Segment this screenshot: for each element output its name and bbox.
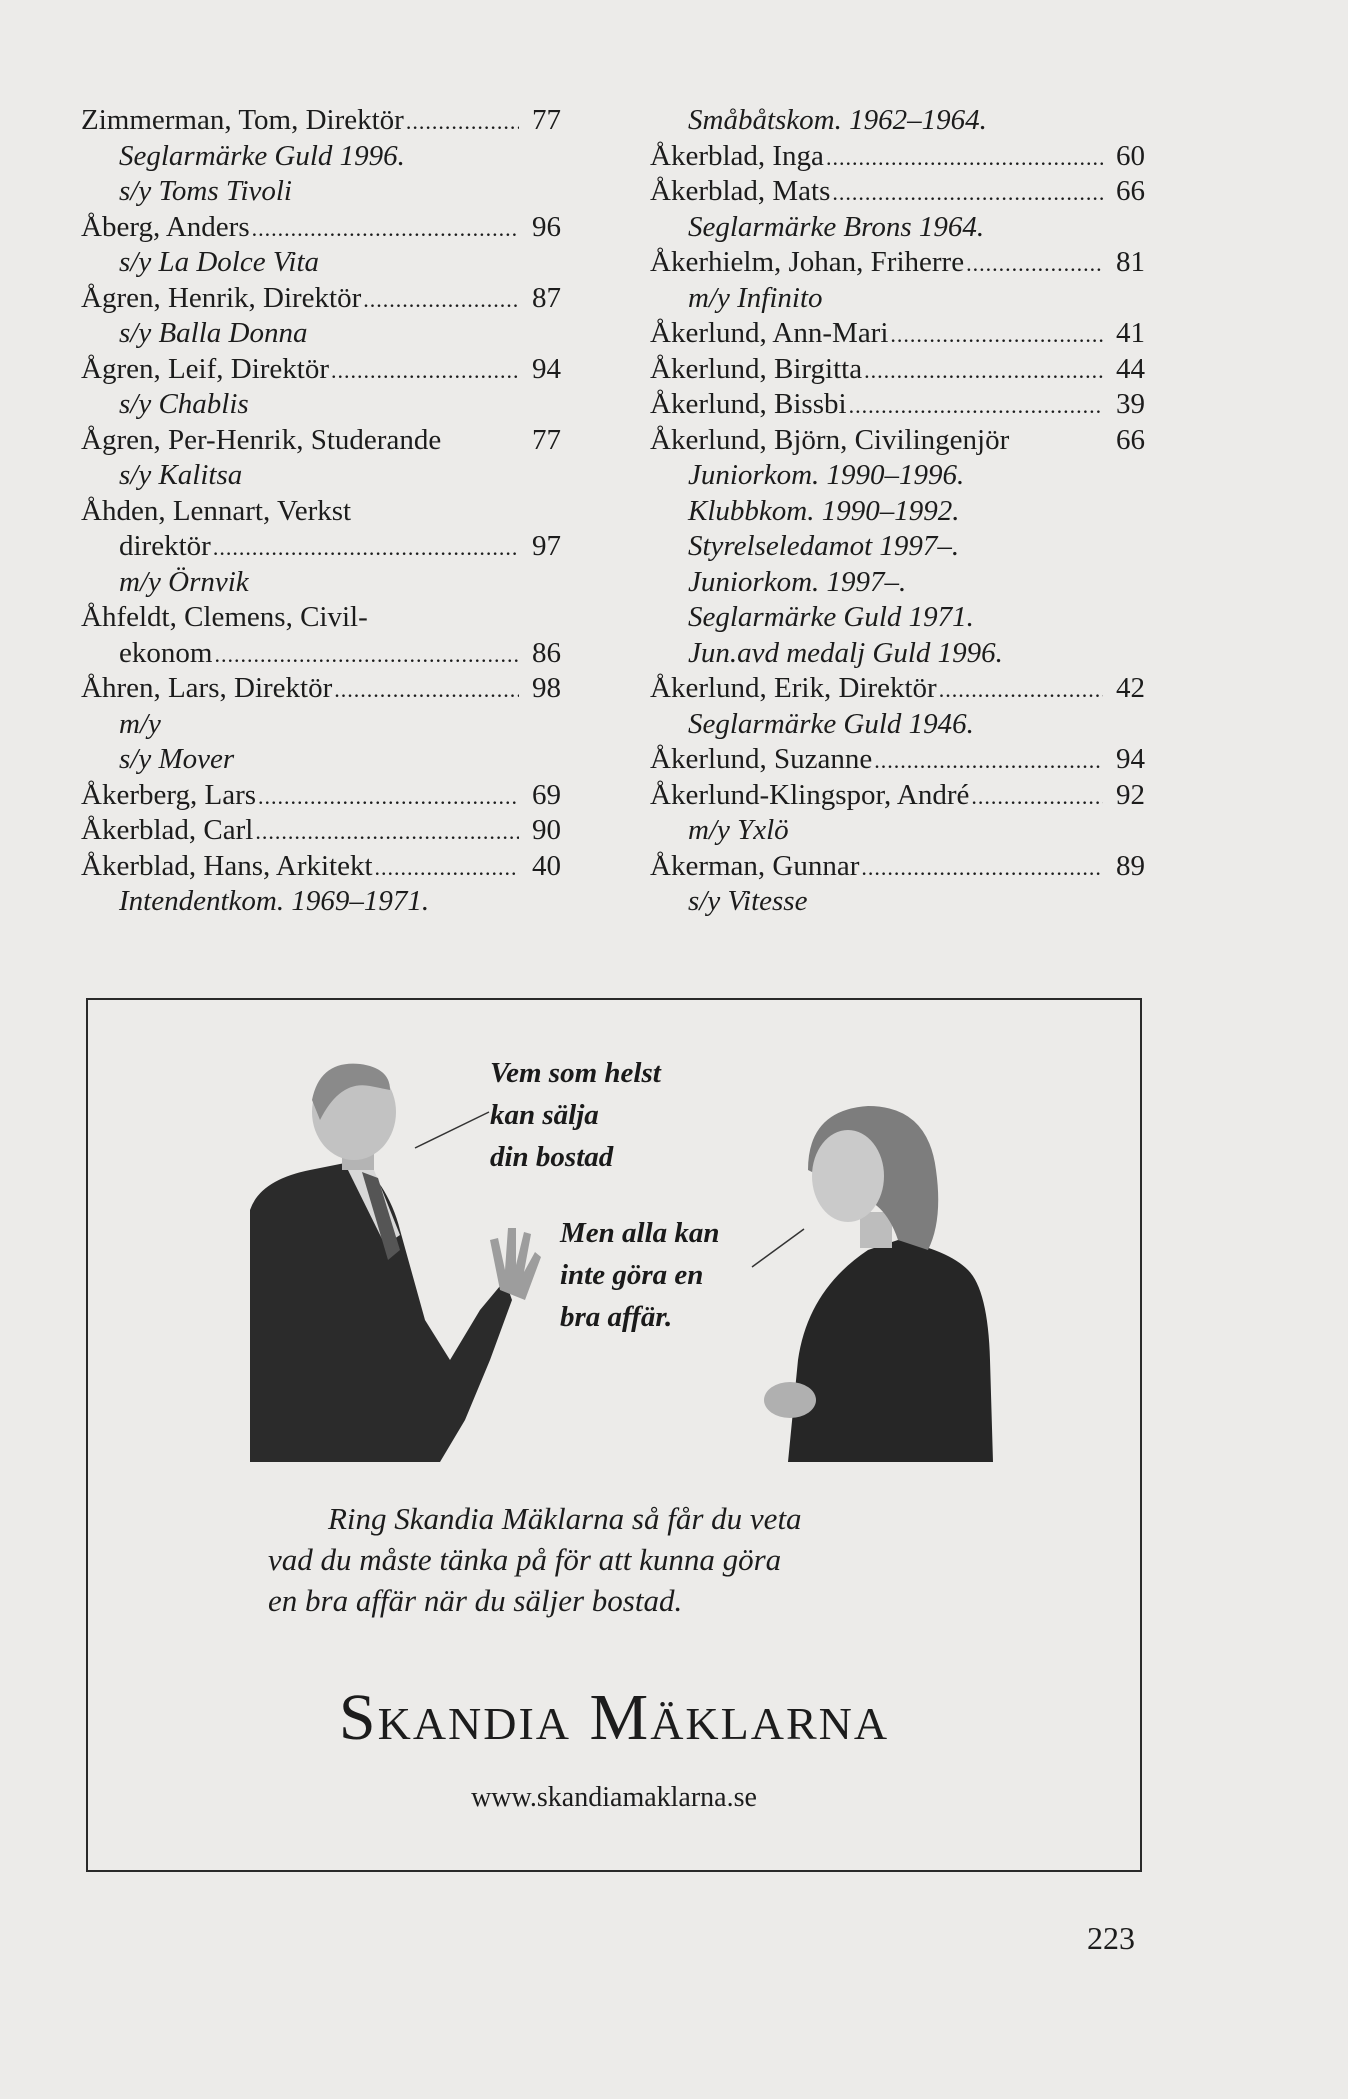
entry-page: 92 xyxy=(1116,778,1145,811)
leader-dots xyxy=(849,388,1103,424)
entry-detail: Intendentkom. 1969–1971. xyxy=(119,885,430,917)
entry-name: Åkerlund, Björn, Civilingenjör xyxy=(650,423,1010,456)
entry-page: 97 xyxy=(532,530,561,562)
leader-dots xyxy=(861,850,1103,886)
entry-page: 94 xyxy=(1116,743,1145,775)
entry-detail: Seglarmärke Guld 1946. xyxy=(688,707,974,740)
entry-name: Ågren, Henrik, Direktör xyxy=(81,281,362,314)
index-entry xyxy=(81,423,561,459)
entry-page: 86 xyxy=(532,636,561,669)
entry-detail: Seglarmärke Brons 1964. xyxy=(688,210,985,243)
index-entry xyxy=(650,778,1145,814)
entry-detail: s/y Kalitsa xyxy=(119,459,243,491)
entry-name: Åhren, Lars, Direktör xyxy=(81,672,333,704)
ad-copy-line: vad du måste tänka på för att kunna göra xyxy=(268,1542,782,1577)
index-entry xyxy=(650,139,1145,175)
entry-name: Åkerman, Gunnar xyxy=(650,849,860,882)
index-entry xyxy=(81,210,561,246)
index-entry xyxy=(81,281,561,317)
leader-dots xyxy=(375,850,519,886)
ad-copy-line: Ring Skandia Mäklarna så får du veta xyxy=(328,1501,802,1536)
ad-url[interactable]: www.skandiamaklarna.se xyxy=(471,1782,757,1813)
index-entry xyxy=(81,103,561,139)
index-entry xyxy=(81,494,561,530)
entry-detail: s/y Chablis xyxy=(119,388,249,420)
entry-detail: Juniorkom. 1990–1996. xyxy=(688,459,965,491)
entry-name: Åkerberg, Lars xyxy=(81,778,257,811)
entry-name: Åkerlund, Erik, Direktör xyxy=(650,672,937,704)
entry-page: 77 xyxy=(532,423,561,456)
entry-detail: m/y Örnvik xyxy=(119,565,249,598)
entry-name: Åkerblad, Hans, Arkitekt xyxy=(81,849,373,882)
entry-name: ekonom xyxy=(119,636,213,669)
index-entry xyxy=(81,671,561,707)
entry-name: Åkerlund, Suzanne xyxy=(650,743,873,775)
entry-page: 66 xyxy=(1116,423,1145,456)
entry-detail: Småbåtskom. 1962–1964. xyxy=(688,104,987,136)
entry-detail: m/y xyxy=(119,707,161,740)
entry-detail: s/y Vitesse xyxy=(688,885,808,917)
leader-dots xyxy=(252,211,519,247)
entry-name: Åkerblad, Inga xyxy=(650,139,824,172)
leader-dots xyxy=(864,353,1103,389)
entry-page: 98 xyxy=(532,672,561,704)
entry-name: Ågren, Leif, Direktör xyxy=(81,352,330,385)
entry-page: 66 xyxy=(1116,175,1145,207)
woman-photo xyxy=(748,1100,1068,1462)
index-entry xyxy=(81,352,561,388)
entry-detail: s/y Toms Tivoli xyxy=(119,175,292,207)
entry-name: Åkerblad, Carl xyxy=(81,814,254,846)
entry-page: 90 xyxy=(532,814,561,846)
leader-dots xyxy=(255,814,519,850)
advertisement xyxy=(86,998,1142,1872)
entry-page: 89 xyxy=(1116,849,1145,882)
entry-name: Åkerlund-Klingspor, André xyxy=(650,778,970,811)
leader-dots xyxy=(890,317,1103,353)
leader-dots xyxy=(214,637,519,673)
entry-page: 87 xyxy=(532,281,561,314)
leader-dots xyxy=(258,779,519,815)
brand-logo-text: Skandia Mäklarna xyxy=(338,1681,890,1754)
entry-name: Åhden, Lennart, Verkst xyxy=(81,494,352,527)
entry-name: Ågren, Per-Henrik, Studerande xyxy=(81,423,442,456)
entry-name: Åberg, Anders xyxy=(81,210,250,243)
index-entry xyxy=(81,600,561,636)
entry-name: Åhfeldt, Clemens, Civil- xyxy=(81,601,368,633)
speech-text-man: Vem som helst kan sälja din bostad xyxy=(490,1057,661,1173)
index-entry xyxy=(81,778,561,814)
index-entry xyxy=(650,849,1145,885)
index-entry xyxy=(650,174,1145,210)
index-entry xyxy=(81,849,561,885)
entry-name: Åkerhielm, Johan, Friherre xyxy=(650,246,965,278)
entry-detail: Seglarmärke Guld 1996. xyxy=(119,139,405,172)
index-entry xyxy=(81,636,561,672)
entry-detail: m/y Yxlö xyxy=(688,814,789,846)
entry-name: Åkerlund, Bissbi xyxy=(650,388,847,420)
leader-dots xyxy=(971,779,1103,815)
speech-line-man xyxy=(413,1108,493,1153)
entry-name: Åkerblad, Mats xyxy=(650,175,831,207)
entry-detail: s/y Balla Donna xyxy=(119,317,308,349)
leader-dots xyxy=(874,743,1103,779)
leader-dots xyxy=(939,672,1103,708)
index-entry xyxy=(650,423,1145,459)
entry-name: Åkerlund, Ann-Mari xyxy=(650,317,889,349)
entry-name: Åkerlund, Birgitta xyxy=(650,352,863,385)
speech-text-woman: Men alla kan inte göra en bra affär. xyxy=(560,1217,720,1333)
index-entry xyxy=(650,742,1145,778)
entry-page: 96 xyxy=(532,210,561,243)
entry-page: 94 xyxy=(532,352,561,385)
entry-page: 41 xyxy=(1116,317,1145,349)
index-entry xyxy=(650,352,1145,388)
entry-detail: Seglarmärke Guld 1971. xyxy=(688,601,974,633)
entry-page: 69 xyxy=(532,778,561,811)
leader-dots xyxy=(406,104,519,140)
index-column-left xyxy=(81,103,561,920)
entry-detail: s/y La Dolce Vita xyxy=(119,246,320,278)
entry-name: direktör xyxy=(119,530,211,562)
index-entry xyxy=(650,671,1145,707)
entry-page: 40 xyxy=(532,849,561,882)
entry-name: Zimmerman, Tom, Direktör xyxy=(81,104,404,136)
entry-page: 44 xyxy=(1116,352,1145,385)
leader-dots xyxy=(331,353,519,389)
leader-dots xyxy=(334,672,519,708)
index-entry xyxy=(650,245,1145,281)
leader-dots xyxy=(966,246,1103,282)
leader-dots xyxy=(363,282,519,318)
entry-page: 81 xyxy=(1116,246,1145,278)
entry-detail: Klubbkom. 1990–1992. xyxy=(688,494,960,527)
entry-page: 77 xyxy=(532,104,561,136)
entry-detail: Jun.avd medalj Guld 1996. xyxy=(688,636,1003,669)
ad-copy xyxy=(88,1498,1140,1621)
index-entry xyxy=(81,813,561,849)
leader-dots xyxy=(832,175,1103,211)
index-column-right xyxy=(650,103,1145,920)
index-entry xyxy=(81,529,561,565)
entry-detail: Juniorkom. 1997–. xyxy=(688,565,907,598)
speech-line-woman xyxy=(748,1225,808,1270)
entry-page: 60 xyxy=(1116,139,1145,172)
page-number: 223 xyxy=(1087,1920,1135,1956)
entry-detail: Styrelseledamot 1997–. xyxy=(688,530,960,562)
leader-dots xyxy=(826,140,1103,176)
leader-dots xyxy=(213,530,519,566)
ad-copy-line: en bra affär när du säljer bostad. xyxy=(268,1583,683,1618)
entry-detail: s/y Mover xyxy=(119,743,235,775)
index-entry xyxy=(650,316,1145,352)
entry-page: 39 xyxy=(1116,388,1145,420)
entry-page: 42 xyxy=(1116,672,1145,704)
entry-detail: m/y Infinito xyxy=(688,281,823,314)
index-entry xyxy=(650,387,1145,423)
